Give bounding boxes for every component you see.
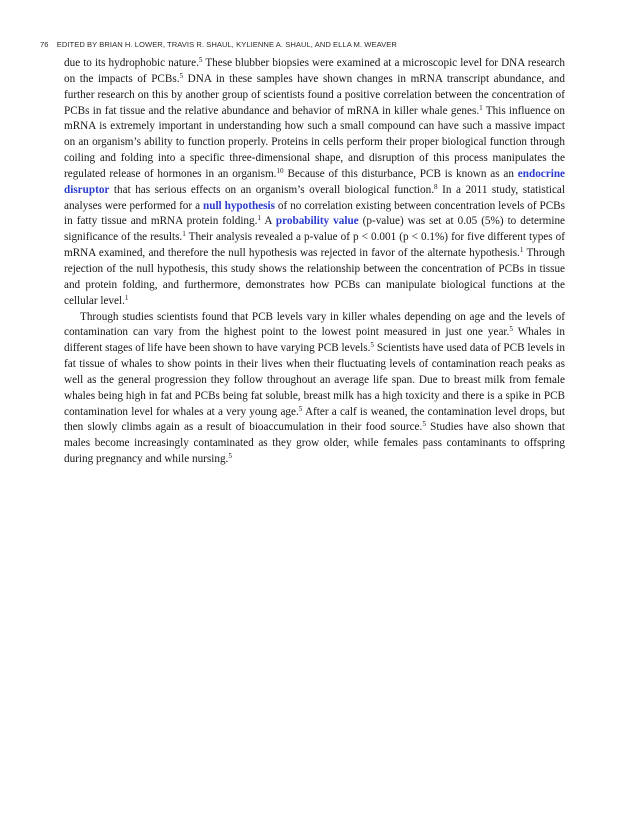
glossary-link-probability-value[interactable]: probability value [275,215,359,228]
citation: 1 [519,246,524,255]
citation: 5 [509,325,513,334]
citation: 5 [228,452,232,461]
glossary-link-null-hypothesis[interactable]: null hypothesis [203,199,275,212]
citation: 8 [434,182,438,191]
running-header [40,40,397,49]
citation: 5 [422,420,426,429]
citation: 5 [179,71,184,80]
paragraph-2: Through studies scientists found that PCB levels vary in killer whales depending on age and the levels of contamination can vary from the highest point to the lowest point measured in just one year.$^5$ Whales in different stages of life have been shown to have varying PCB levels.$^5$ Scientists have used data of PCB levels in fat tissue of whales to show points in their lives when their fluctuating levels of contamination reach peaks as well as the general progression they follow throughout an average life span. Due to breast milk from female whales being high in fat and PCBs being fat soluble, breast milk has a high toxicity and there is a spike in PCB contamination level for whales at a very young age.$^5$ After a calf is weaned, the contamination level drops, but then slowly climbs again as a result of bioaccumulation in their food source.$^5$ Studies have also shown that males become increasingly contaminated as they grow older, while females pass contaminants to offspring during pregnancy and while nursing.$^5$ [64,310,565,466]
citation: 5 [298,404,303,413]
citation: 10 [276,166,284,175]
citation: 5 [198,56,203,64]
glossary-link-endocrine-disruptor[interactable]: endocrine disruptor [64,167,566,196]
citation: 1 [182,230,186,239]
citation: 1 [124,293,129,302]
paragraph-1: due to its hydrophobic nature.$^5$ These blubber biopsies were examined at a microscopic level for DNA research on the impacts of PCBs.$^5$ DNA in these samples have shown changes in mRNA transcript abundance, and further research on this by another group of scientists found a positive correlation between the concentration of PCBs in fat tissue and the relative abundance and behavior of mRNA in killer whale genes.$^1$ This influence on mRNA is extremely important in understanding how such a small compound can have such a massive impact on an organism’s ability to function properly. Proteins in cells perform their proper biological function through coiling and folding into a specific three-dimensional shape, and disruption of this process manipulates the regulated release of hormones in an organism.$^{10}$ Because of this disturbance, PCB is known as an endocrine disruptor that has serious effects on an organism’s overall biological function.$^8$ In a 2011 study, statistical analyses were performed for a null hypothesis of no correlation existing between concentration levels of PCBs in fatty tissue and mRNA protein folding.$^1$ A probability value (p-value) was set at 0.05 (5%) to determine significance of the results.$^1$ Their analysis revealed a p-value of p < 0.001 (p < 0.1%) for five different types of mRNA examined, and therefore the null hypothesis was rejected in favor of the alternate hypothesis.$^1$ Through rejection of the null hypothesis, this study shows the relationship between the concentration of PCBs in tissue and protein folding, and furthermore, demonstrates how PCBs can manipulate biological functions at the cellular level.$^1$ [64,56,566,307]
editors-line: EDITED BY BRIAN H. LOWER, TRAVIS R. SHAUL, KYLIENNE A. SHAUL, AND ELLA M. WEAVER [56,40,397,49]
page-number: 76 [40,40,49,49]
body-text [64,56,565,468]
citation: 1 [257,214,262,223]
citation: 1 [479,103,483,112]
citation: 5 [370,341,374,350]
